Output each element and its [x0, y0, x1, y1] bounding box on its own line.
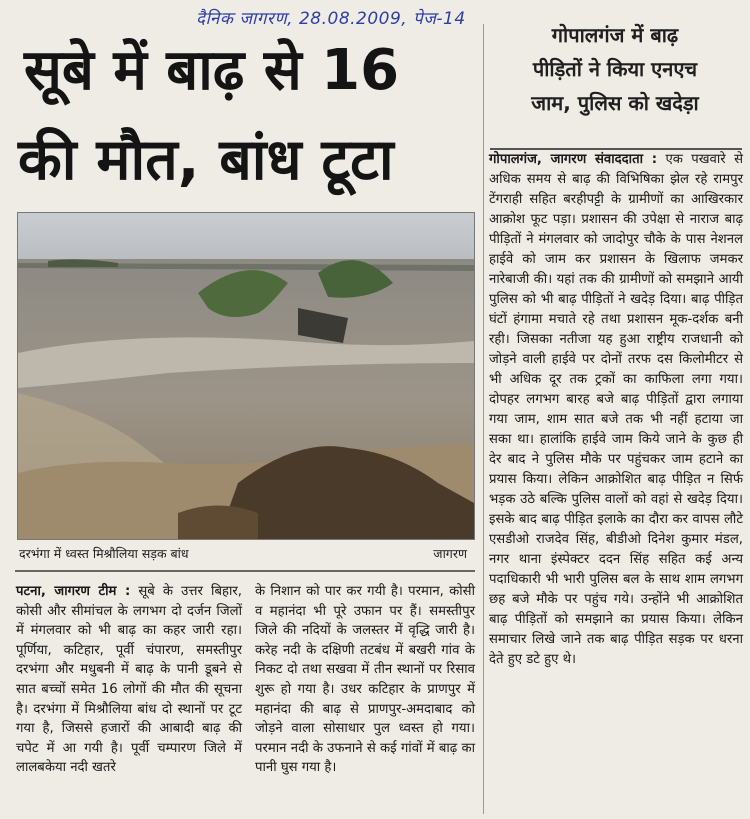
flood-photo	[17, 212, 475, 540]
main-story-column-2	[255, 582, 475, 778]
photo-caption-text: दरभंगा में ध्वस्त मिश्रौलिया सड़क बांध	[19, 546, 189, 561]
main-story-col1-text: सूबे के उत्तर बिहार, कोसी और सीमांचल के लगभग दो दर्जन जिलों में मंगलवार को भी बाढ़ का कहर जारी रहा। पूर्णिया, कटिहार, पूर्वी चंपारण, समस्तीपुर दरभंगा और मधुबनी में बाढ़ के पानी डूबने से सात बच्चों समेत 16 लोगों की मौत की सूचना है। दरभंगा में मिश्रौलिया बांध दो स्थानों पर टूट गया है, जिससे हजारों की आबादी बाढ़ की चपेट में आ गयी है। पूर्वी चम्पारण जिले में लालबकेया नदी खतरे	[16, 584, 242, 776]
main-headline-line2: की मौत, बांध टूटा	[18, 127, 394, 193]
column-divider	[483, 24, 484, 814]
handwritten-source-note: दैनिक जागरण, 28.08.2009, पेज-14	[196, 9, 466, 29]
side-headline	[490, 18, 740, 120]
main-headline-line1: सूबे में बाढ़ से 16	[24, 38, 400, 103]
side-headline-line1: गोपालगंज में बाढ़	[551, 23, 679, 47]
side-headline-line3: जाम, पुलिस को खदेड़ा	[531, 91, 699, 115]
side-story-text: एक पखवारे से अधिक समय से बाढ़ की विभिषिका झेल रहे रामपुर टेंगराही सहित बरहीपट्टी के ग्रामीणों का आखिरकार आक्रोश फूट पड़ा। प्रशासन की उपेक्षा से नाराज बाढ़ पीड़ितों ने मंगलवार को जादोपुर चौके के पास नेशनल हाईवे को जाम कर प्रशासन के खिलाफ जमकर नारेबाजी की। यहां तक की ग्रामीणों को समझाने आयी पुलिस को भी बाढ़ पीड़ितों ने खदेड़ दिया। बाढ़ पीड़ित घंटों हंगामा मचाते रहे तथा प्रशासन मूक-दर्शक बनी रही। जिसका नतीजा यह हुआ राष्ट्रीय राजधानी को जोड़ने वाली हाईवे पर दोनों तरफ दस किलोमीटर से भी अधिक दूर तक ट्रकों का काफिला लगा गया। दोपहर लगभग बारह बजे बाढ़ पीड़ितों द्वारा लगाया गया जाम, शाम सात बजे तक भी नहीं हटाया जा सका था। हालांकि हाईवे जाम किये जाने के कुछ ही देर बाद ने पुलिस मौके पर पहुंचकर जाम हटाने का प्रयास किया। लेकिन आक्रोशित बाढ़ पीड़ित न सिर्फ भड़क उठे बल्कि पुलिस वालों को वहां से खदेड़ दिया। इसके बाद बाढ़ पीड़ित इलाके का दौरा कर वापस लौटे एसडीओ राजदेव सिंह, बीडीओ दिनेश कुमार मंडल, नगर थाना इंस्पेक्टर ददन सिंह सहित कई अन्य पदाधिकारी भी भारी पुलिस बल के साथ शाम लगभग छह बजे मौके पर पहुंच गये। उन्होंने भी आक्रोशित बाढ़ पीड़ितों को समझाने का प्रयास किया। लेकिन समाचार लिखे जाने तक बाढ़ पीड़ित सड़क पर धरना देते हुए डटे हुए थे।	[489, 152, 743, 667]
main-story-dateline: पटना, जागरण टीम :	[16, 584, 131, 599]
main-story-col2-text: के निशान को पार कर गयी है। परमान, कोसी व महानंदा भी पूरे उफान पर हैं। समस्तीपुर जिले की नदियों के जलस्तर में वृद्धि जारी है। करेह नदी के दक्षिणी तटबंध में बखरी गांव के निकट दो तथा सखवा में तीन स्थानों पर रिसाव शुरू हो गया है। उधर कटिहार के प्राणपुर में महानंदा की बाढ़ से प्राणपुर-अमदाबाद को जोड़ने वाला सोसाधार पुल ध्वस्त हो गया। परमान नदी के उफनाने से कई गांवों में बाढ़ का पानी घुस गया है।	[255, 584, 475, 776]
side-story-body	[489, 150, 743, 670]
photo-credit: जागरण	[433, 546, 467, 561]
breached-embankment-image	[18, 213, 474, 539]
side-story-dateline: गोपालगंज, जागरण संवाददाता :	[489, 152, 658, 167]
caption-rule	[15, 570, 475, 572]
photo-caption	[17, 545, 473, 565]
side-headline-line2: पीड़ितों ने किया एनएच	[532, 57, 698, 81]
main-story-column-1	[16, 582, 242, 778]
